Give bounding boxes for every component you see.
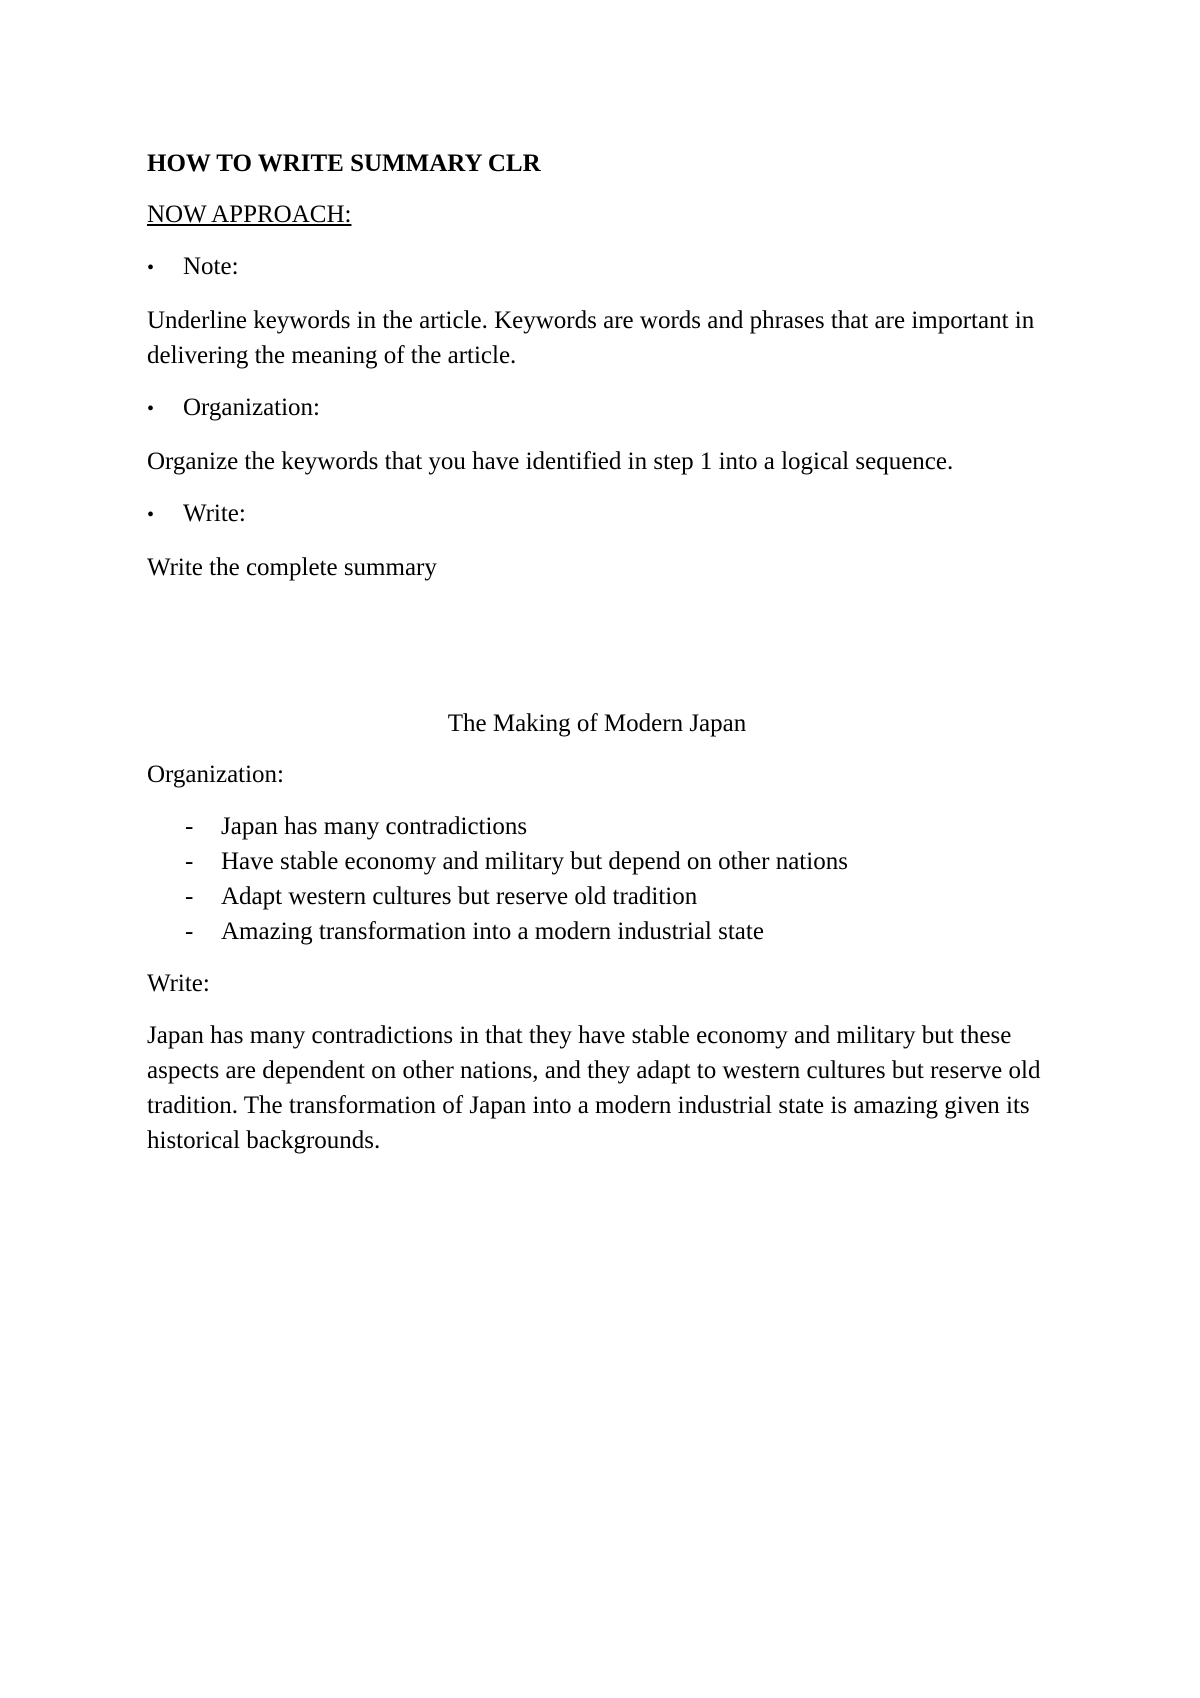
dash-marker: - xyxy=(185,848,194,875)
list-item-text: Have stable economy and military but depend on other nations xyxy=(221,848,848,875)
step-note-bullet xyxy=(147,249,1047,286)
step-organization-label: Organization: xyxy=(183,394,320,421)
section-spacer xyxy=(147,602,1047,706)
step-write-bullet xyxy=(147,496,1047,533)
list-item-text: Amazing transformation into a modern industrial state xyxy=(221,918,764,945)
bullet-icon: • xyxy=(147,257,155,279)
document-body xyxy=(147,146,1047,1175)
approach-heading: NOW APPROACH: xyxy=(147,201,352,228)
bullet-icon: • xyxy=(147,504,155,526)
step-organization-bullet xyxy=(147,390,1047,427)
step-organization-text: Organize the keywords that you have identified in step 1 into a logical sequence. xyxy=(147,448,954,475)
list-item-text: Japan has many contradictions xyxy=(221,813,528,840)
list-item-text: Adapt western cultures but reserve old tradition xyxy=(221,883,698,910)
dash-marker: - xyxy=(185,813,194,840)
step-write-label: Write: xyxy=(183,500,246,527)
example-summary-text: Japan has many contradictions in that they have stable economy and military but these aspects are dependent on other nations, and they adapt to western cultures but reserve old tradition. The transformation of Japan into a modern industrial state is amazing given its historical backgrounds. xyxy=(147,1022,1041,1154)
bullet-icon: • xyxy=(147,398,155,420)
dash-marker: - xyxy=(185,883,194,910)
example-write-label: Write: xyxy=(147,970,210,997)
step-note-label: Note: xyxy=(183,253,239,280)
list-item xyxy=(147,809,1047,844)
list-item xyxy=(147,914,1047,949)
example-organization-label: Organization: xyxy=(147,761,284,788)
list-item xyxy=(147,844,1047,879)
list-item xyxy=(147,879,1047,914)
example-points-list xyxy=(147,809,1047,949)
document-title: HOW TO WRITE SUMMARY CLR xyxy=(147,150,541,177)
dash-marker: - xyxy=(185,918,194,945)
example-title: The Making of Modern Japan xyxy=(447,710,747,737)
step-write-text: Write the complete summary xyxy=(147,554,437,581)
step-note-text: Underline keywords in the article. Keywords are words and phrases that are important in delivering the meaning of the article. xyxy=(147,307,1035,369)
